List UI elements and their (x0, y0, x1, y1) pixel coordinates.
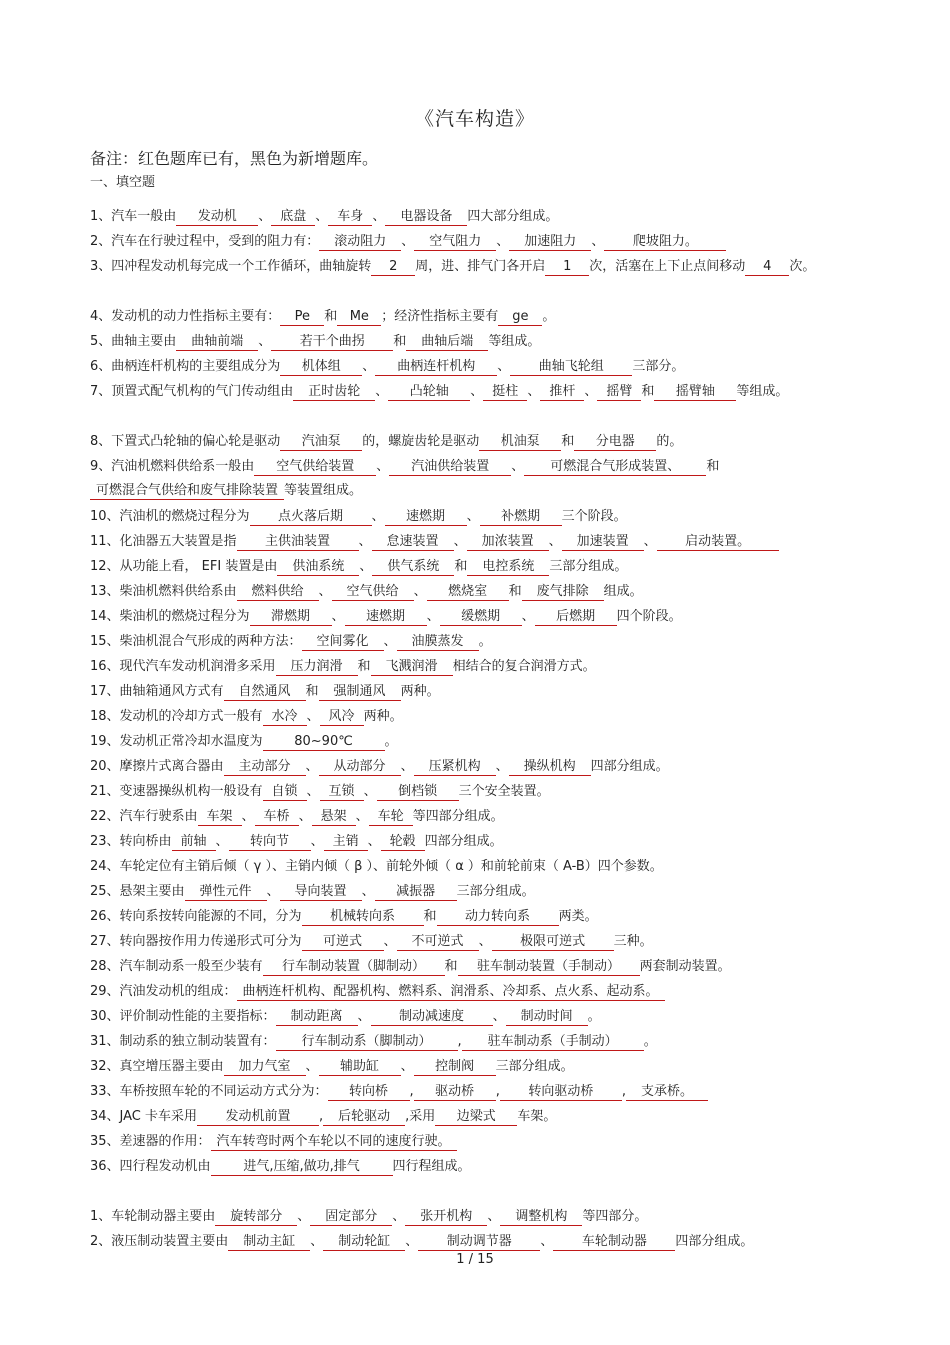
question-text: 三个安全装置。 (458, 784, 550, 799)
question-q5 (90, 330, 865, 354)
question-text: 、 (376, 459, 390, 474)
answer-blank: Me (337, 308, 381, 326)
question-text: 、 (413, 584, 427, 599)
answer-blank: 支承桥。 (626, 1083, 708, 1101)
answer-blank: 速燃期 (345, 608, 427, 626)
question-prompt: 30、评价制动性能的主要指标： (90, 1009, 276, 1024)
question-prompt: 34、JAC 卡车采用 (90, 1109, 198, 1124)
question-text: 、 (478, 934, 492, 949)
question-text: 的。 (656, 434, 683, 449)
question-text: 和 (357, 659, 371, 674)
answer-blank: 制动距离 (276, 1008, 358, 1026)
answer-blank: 自然通风 (224, 683, 306, 701)
question-text: 四部分组成。 (675, 1234, 754, 1249)
question-q21 (90, 780, 865, 804)
question-text: 和 (324, 309, 338, 324)
answer-blank: 发动机 (176, 208, 258, 226)
question-prompt: 7、顶置式配气机构的气门传动组由 (90, 384, 294, 399)
answer-blank: 制动调节器 (418, 1233, 540, 1251)
answer-blank: 速燃期 (385, 508, 467, 526)
answer-blank: 驻车制动系（手制动） (462, 1033, 644, 1051)
answer-blank: 导向装置 (280, 883, 362, 901)
question-text: 。 (643, 1034, 657, 1049)
question-text: 、 (241, 809, 255, 824)
answer-blank: 旋转部分 (215, 1208, 297, 1226)
question-text: 、 (318, 584, 332, 599)
question-text: 、 (470, 384, 484, 399)
answer-blank: 后轮驱动 (323, 1108, 405, 1126)
question-text: 、 (496, 234, 510, 249)
question-prompt: 19、发动机正常冷却水温度为 (90, 734, 263, 749)
answer-blank: 制动减速度 (371, 1008, 493, 1026)
question-prompt: 21、变速器操纵机构一般设有 (90, 784, 263, 799)
question-prompt: 15、柴油机混合气形成的两种方法： (90, 634, 302, 649)
question-text: 三部分组成。 (549, 559, 628, 574)
question-prompt: 8、下置式凸轮轴的偏心轮是驱动 (90, 434, 281, 449)
answer-blank: 边梁式 (435, 1108, 517, 1126)
section-heading: 一、填空题 (90, 175, 156, 190)
answer-blank: 推杆 (540, 383, 584, 401)
question-text: 、 (363, 784, 377, 799)
answer-blank: 减振器 (375, 883, 457, 901)
answer-blank: 挺柱 (483, 383, 527, 401)
answer-blank: 空气供给装置 (254, 458, 376, 476)
question-q11 (90, 530, 865, 554)
question-q34 (90, 1105, 865, 1129)
answer-blank: 自锁 (263, 783, 307, 801)
question-text: 次。 (789, 259, 816, 274)
question-q29 (90, 980, 865, 1004)
question-text: 、 (383, 634, 397, 649)
question-text: 、 (527, 384, 541, 399)
question-text: 、 (540, 1234, 554, 1249)
answer-blank: 控制阀 (414, 1058, 496, 1076)
question-q19 (90, 730, 865, 754)
question-q4 (90, 305, 865, 329)
question-text: , (457, 1034, 462, 1049)
answer-blank: 滚动阻力 (319, 233, 401, 251)
question-text: 等组成。 (488, 334, 541, 349)
question-text: 、 (310, 834, 324, 849)
question-q14 (90, 605, 865, 629)
question-prompt: 14、柴油机的燃烧过程分为 (90, 609, 250, 624)
answer-blank: 若干个曲拐 (271, 333, 393, 351)
question-text: 三部分组成。 (456, 884, 535, 899)
answer-blank: 后燃期 (535, 608, 617, 626)
question-text: 、 (511, 459, 525, 474)
answer-blank: 行车制动装置（脚制动） (263, 958, 445, 976)
question-text: 、 (591, 234, 605, 249)
question-text: 、 (298, 809, 312, 824)
question-q31 (90, 1030, 865, 1054)
answer-blank: 空气供给 (332, 583, 414, 601)
question-text: 和 (423, 909, 437, 924)
answer-blank: 极限可逆式 (492, 933, 614, 951)
answer-blank: 车轮制动器 (553, 1233, 675, 1251)
answer-blank: 曲轴后端 (406, 333, 488, 351)
question-text: 和 (454, 559, 468, 574)
question-text: 车架。 (517, 1109, 557, 1124)
question-text: 、 (383, 934, 397, 949)
question-text: 、 (548, 534, 562, 549)
question-text: 、 (362, 359, 376, 374)
question-q2 (90, 230, 865, 254)
answer-blank: 动力转向系 (437, 908, 559, 926)
question-text: 、 (331, 609, 345, 624)
question-prompt: 23、转向桥由 (90, 834, 172, 849)
answer-blank: 启动装置。 (657, 533, 779, 551)
question-text: ；经济性指标主要有 (381, 309, 499, 324)
question-text: 、 (361, 884, 375, 899)
page-number: 1 / 15 (456, 1252, 494, 1267)
answer-blank: 滞燃期 (250, 608, 332, 626)
question-prompt: 3、四冲程发动机每完成一个工作循环，曲轴旋转 (90, 259, 372, 274)
question-prompt: 26、转向系按转向能源的不同，分为 (90, 909, 302, 924)
question-text: 。 (478, 634, 492, 649)
question-q3 (90, 255, 865, 279)
question-q1 (90, 205, 865, 229)
question-text: 三个阶段。 (561, 509, 627, 524)
question-text: 四行程组成。 (392, 1159, 471, 1174)
question-text: 、 (357, 1009, 371, 1024)
question-prompt: 11、化油器五大装置是指 (90, 534, 237, 549)
answer-blank: 分电器 (574, 433, 656, 451)
answer-blank: 曲柄连杆机构、配器机构、燃料系、润滑系、冷却系、点火系、起动系。 (237, 983, 665, 1001)
answer-blank: 制动主缸 (228, 1233, 310, 1251)
question-text: 、 (371, 509, 385, 524)
question-text: 三部分组成。 (495, 1059, 574, 1074)
question-text: 、 (392, 1209, 406, 1224)
question-prompt: 17、曲轴箱通风方式有 (90, 684, 224, 699)
answer-blank: 摇臂 (597, 383, 641, 401)
question-prompt: 27、转向器按作用力传递形式可分为 (90, 934, 302, 949)
question-text: 、 (401, 234, 415, 249)
question-text: 。 (542, 309, 556, 324)
question-text: 等装置组成。 (284, 483, 363, 498)
question-text: 、 (355, 809, 369, 824)
question-prompt: 1、车轮制动器主要由 (90, 1209, 216, 1224)
question-prompt: 6、曲柄连杆机构的主要组成分为 (90, 359, 281, 374)
question-text: 相结合的复合润滑方式。 (452, 659, 596, 674)
question-text: 、 (306, 709, 320, 724)
answer-blank: 调整机构 (500, 1208, 582, 1226)
question-text: 、 (315, 209, 329, 224)
answer-blank: 汽油泵 (280, 433, 362, 451)
question-text: 、 (358, 534, 372, 549)
answer-blank: 摇臂轴 (654, 383, 736, 401)
question-b2 (90, 1230, 865, 1254)
question-q23 (90, 830, 865, 854)
question-q25 (90, 880, 865, 904)
question-q10 (90, 505, 865, 529)
question-text: 和 (561, 434, 575, 449)
answer-blank: 2 (371, 258, 415, 276)
question-text: 两种。 (363, 709, 403, 724)
question-text: 。 (384, 734, 398, 749)
answer-blank: 轮毂 (381, 833, 425, 851)
answer-blank: 正时齿轮 (293, 383, 375, 401)
answer-blank: 机体组 (280, 358, 362, 376)
answer-blank: Pe (280, 308, 324, 326)
question-text: , (409, 1084, 414, 1099)
question-q30 (90, 1005, 865, 1029)
question-b1 (90, 1205, 865, 1229)
question-text: 、 (359, 559, 373, 574)
answer-blank: 油膜蒸发 (397, 633, 479, 651)
answer-blank: 空间雾化 (302, 633, 384, 651)
question-q17 (90, 680, 865, 704)
question-text: 四个阶段。 (616, 609, 682, 624)
question-text: 组成。 (603, 584, 643, 599)
question-text: 和 (641, 384, 655, 399)
answer-blank: 车架 (198, 808, 242, 826)
question-q24 (90, 855, 865, 879)
question-text: 周，进、排气门各开启 (415, 259, 546, 274)
question-text: 四大部分组成。 (467, 209, 559, 224)
question-text: 、 (258, 209, 272, 224)
question-text: 和 (305, 684, 319, 699)
answer-blank: 制动时间 (506, 1008, 588, 1026)
question-text: 、 (497, 359, 511, 374)
question-prompt: 25、悬架主要由 (90, 884, 185, 899)
answer-blank: 曲柄连杆机构 (375, 358, 497, 376)
answer-blank: 驱动桥 (414, 1083, 496, 1101)
question-text: 、 (400, 1059, 414, 1074)
answer-blank: 可燃混合气供给和废气排除装置 (90, 482, 284, 500)
answer-blank: 车轮 (369, 808, 413, 826)
question-text: 四部分组成。 (590, 759, 669, 774)
answer-blank: 车身 (328, 208, 372, 226)
answer-blank: 燃料供给 (237, 583, 319, 601)
question-text: 两类。 (558, 909, 598, 924)
answer-blank: 底盘 (271, 208, 315, 226)
answer-blank: 爬坡阻力。 (604, 233, 726, 251)
question-text: 、 (495, 759, 509, 774)
question-prompt: 29、汽油发动机的组成： (90, 984, 237, 999)
answer-blank: 加速阻力 (509, 233, 591, 251)
question-prompt: 2、液压制动装置主要由 (90, 1234, 229, 1249)
question-text: 、 (306, 784, 320, 799)
question-text: 、 (487, 1209, 501, 1224)
answer-blank: 前轴 (172, 833, 216, 851)
answer-blank: 辅助缸 (319, 1058, 401, 1076)
question-text: 、 (215, 834, 229, 849)
answer-blank: 行车制动系（脚制动） (276, 1033, 458, 1051)
question-prompt: 18、发动机的冷却方式一般有 (90, 709, 263, 724)
question-prompt: 12、从功能上看， EFI 装置是由 (90, 559, 278, 574)
answer-blank: 电控系统 (467, 558, 549, 576)
answer-blank: 车桥 (255, 808, 299, 826)
answer-blank: 曲轴飞轮组 (510, 358, 632, 376)
answer-blank: 可燃混合气形成装置、 (524, 458, 706, 476)
answer-blank: 不可逆式 (397, 933, 479, 951)
answer-blank: 机械转向系 (302, 908, 424, 926)
answer-blank: 驻车制动装置（手制动） (458, 958, 640, 976)
answer-blank: 凸轮轴 (388, 383, 470, 401)
answer-blank: 燃烧室 (427, 583, 509, 601)
question-text: 四部分组成。 (424, 834, 503, 849)
question-prompt: 4、发动机的动力性指标主要有： (90, 309, 281, 324)
question-text: 等组成。 (736, 384, 789, 399)
question-q13 (90, 580, 865, 604)
question-text: 的，螺旋齿轮是驱动 (362, 434, 480, 449)
question-prompt: 1、汽车一般由 (90, 209, 177, 224)
answer-blank: 转向桥 (328, 1083, 410, 1101)
answer-blank: 发动机前置 (197, 1108, 319, 1126)
question-text: 、 (492, 1009, 506, 1024)
question-prompt: 28、汽车制动系一般至少装有 (90, 959, 263, 974)
question-prompt: 24、车轮定位有主销后倾（ γ ）、主销内倾（ β ）、前轮外倾（ α ）和前轮前束（ A-B）四个参数。 (90, 859, 663, 874)
question-q15 (90, 630, 865, 654)
question-prompt: 9、汽油机燃料供给系一般由 (90, 459, 255, 474)
question-prompt: 13、柴油机燃料供给系由 (90, 584, 237, 599)
question-prompt: 20、摩擦片式离合器由 (90, 759, 224, 774)
answer-blank: 加速装置 (562, 533, 644, 551)
question-text: 等四部分组成。 (412, 809, 504, 824)
answer-blank: 点火落后期 (250, 508, 372, 526)
question-q26 (90, 905, 865, 929)
question-text: 、 (521, 609, 535, 624)
answer-blank: 电器设备 (385, 208, 467, 226)
question-q36 (90, 1155, 865, 1179)
answer-blank: 废气排除 (522, 583, 604, 601)
question-text: 、 (453, 534, 467, 549)
question-text: 、 (405, 1234, 419, 1249)
question-text: 三种。 (613, 934, 653, 949)
answer-blank: 固定部分 (310, 1208, 392, 1226)
answer-blank: 汽油供给装置 (389, 458, 511, 476)
question-text: , (319, 1109, 324, 1124)
answer-blank: 补燃期 (480, 508, 562, 526)
question-text: 、 (266, 884, 280, 899)
question-text: 、 (310, 1234, 324, 1249)
question-text: 、 (375, 384, 389, 399)
answer-blank: 汽车转弯时两个车轮以不同的速度行驶。 (211, 1133, 457, 1151)
answer-blank: 可逆式 (302, 933, 384, 951)
question-text: ,采用 (405, 1109, 436, 1124)
question-q9 (90, 455, 865, 503)
answer-blank: 压力润滑 (276, 658, 358, 676)
question-text: 两种。 (400, 684, 440, 699)
answer-blank: 曲轴前端 (176, 333, 258, 351)
question-text: 和 (706, 459, 720, 474)
question-text: 和 (393, 334, 407, 349)
answer-blank: 4 (745, 258, 789, 276)
answer-blank: 转向驱动桥 (500, 1083, 622, 1101)
question-prompt: 31、制动系的独立制动装置有： (90, 1034, 276, 1049)
answer-blank: 制动轮缸 (323, 1233, 405, 1251)
question-text: 次，活塞在上下止点间移动 (589, 259, 746, 274)
answer-blank: 飞溅润滑 (371, 658, 453, 676)
question-text: 、 (297, 1209, 311, 1224)
question-q35 (90, 1130, 865, 1154)
question-text: 、 (643, 534, 657, 549)
question-q16 (90, 655, 865, 679)
question-text: 、 (426, 609, 440, 624)
question-text: , (495, 1084, 500, 1099)
answer-blank: 转向节 (229, 833, 311, 851)
answer-blank: 张开机构 (405, 1208, 487, 1226)
question-text: 、 (258, 334, 272, 349)
remark-note: 备注：红色题库已有，黑色为新增题库。 (90, 149, 379, 168)
question-text: 、 (305, 1059, 319, 1074)
question-text: 两套制动装置。 (639, 959, 731, 974)
question-text: 、 (367, 834, 381, 849)
answer-blank: 机油泵 (479, 433, 561, 451)
question-text: 、 (305, 759, 319, 774)
question-q6 (90, 355, 865, 379)
question-prompt: 35、差速器的作用： (90, 1134, 211, 1149)
answer-blank: 弹性元件 (185, 883, 267, 901)
answer-blank: 1 (545, 258, 589, 276)
question-q18 (90, 705, 865, 729)
question-q33 (90, 1080, 865, 1104)
answer-blank: 怠速装置 (372, 533, 454, 551)
question-prompt: 33、车桥按照车轮的不同运动方式分为： (90, 1084, 328, 1099)
answer-blank: 供油系统 (277, 558, 359, 576)
answer-blank: 水冷 (263, 708, 307, 726)
question-q28 (90, 955, 865, 979)
answer-blank: 悬架 (312, 808, 356, 826)
question-prompt: 32、真空增压器主要由 (90, 1059, 224, 1074)
answer-blank: 80~90℃ (263, 733, 385, 751)
answer-blank: 主销 (324, 833, 368, 851)
question-q8 (90, 430, 865, 454)
question-text: 和 (508, 584, 522, 599)
question-q32 (90, 1055, 865, 1079)
question-prompt: 2、汽车在行驶过程中，受到的阻力有： (90, 234, 320, 249)
answer-blank: 倒档锁 (377, 783, 459, 801)
answer-blank: 压紧机构 (414, 758, 496, 776)
question-text: 、 (400, 759, 414, 774)
answer-blank: 从动部分 (319, 758, 401, 776)
question-prompt: 10、汽油机的燃烧过程分为 (90, 509, 250, 524)
answer-blank: 互锁 (320, 783, 364, 801)
question-q12 (90, 555, 865, 579)
question-text: 、 (372, 209, 386, 224)
question-text: 和 (444, 959, 458, 974)
question-prompt: 5、曲轴主要由 (90, 334, 177, 349)
answer-blank: 空气阻力 (414, 233, 496, 251)
question-text: 、 (584, 384, 598, 399)
question-text: 三部分。 (632, 359, 685, 374)
answer-blank: ge (498, 308, 542, 326)
answer-blank: 操纵机构 (509, 758, 591, 776)
question-q20 (90, 755, 865, 779)
question-q22 (90, 805, 865, 829)
answer-blank: 风冷 (320, 708, 364, 726)
question-text: 。 (587, 1009, 601, 1024)
question-prompt: 36、四行程发动机由 (90, 1159, 211, 1174)
answer-blank: 缓燃期 (440, 608, 522, 626)
answer-blank: 进气,压缩,做功,排气 (211, 1158, 393, 1176)
answer-blank: 主动部分 (224, 758, 306, 776)
question-q27 (90, 930, 865, 954)
answer-blank: 强制通风 (319, 683, 401, 701)
answer-blank: 加浓装置 (467, 533, 549, 551)
question-text: , (621, 1084, 626, 1099)
document-title: 《汽车构造》 (414, 108, 535, 130)
question-q7 (90, 380, 865, 404)
question-text: 等四部分。 (582, 1209, 648, 1224)
answer-blank: 供气系统 (372, 558, 454, 576)
question-prompt: 16、现代汽车发动机润滑多采用 (90, 659, 276, 674)
answer-blank: 主供油装置 (237, 533, 359, 551)
question-prompt: 22、汽车行驶系由 (90, 809, 198, 824)
answer-blank: 加力气室 (224, 1058, 306, 1076)
question-text: 、 (466, 509, 480, 524)
